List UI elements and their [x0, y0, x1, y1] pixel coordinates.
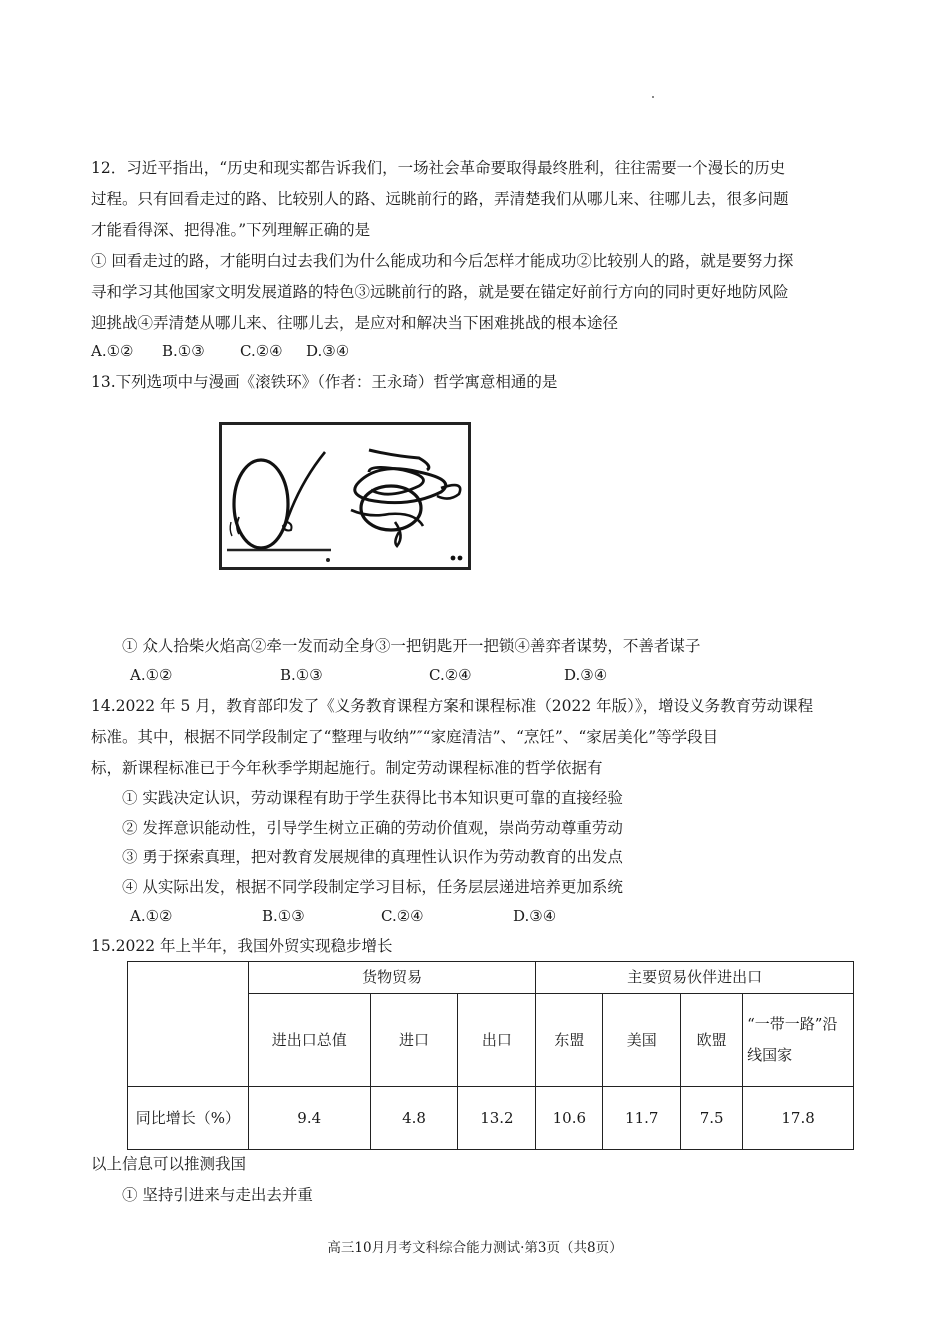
column-header: 东盟 [536, 994, 603, 1087]
table-cell: 9.4 [248, 1087, 370, 1150]
q12-option-a: A.①② [91, 342, 134, 360]
q12-option-b: B.①③ [162, 342, 205, 360]
q13-option-c: C.②④ [429, 666, 472, 684]
q14-statement-4: ④ 从实际出发，根据不同学段制定学习目标，任务层层递进培养更加系统 [122, 878, 623, 896]
q12-line-1: 12．习近平指出，“历史和现实都告诉我们，一场社会革命要取得最终胜利，往往需要一个漫长的历史 [91, 159, 786, 177]
q12-line-4: ① 回看走过的路，才能明白过去我们为什么能成功和今后怎样才能成功②比较别人的路，就是要努力探 [91, 252, 794, 270]
q13-option-a: A.①② [130, 666, 173, 684]
table-cell: 10.6 [536, 1087, 603, 1150]
q12-option-d: D.③④ [306, 342, 350, 360]
q14-option-c: C.②④ [381, 907, 424, 925]
q14-statement-3: ③ 勇于探索真理，把对教育发展规律的真理性认识作为劳动教育的出发点 [122, 848, 623, 866]
group-header-goods: 货物贸易 [248, 962, 536, 994]
trade-table [127, 961, 854, 1150]
q13-stem: 13.下列选项中与漫画《滚铁环》（作者：王永琦）哲学寓意相通的是 [91, 373, 558, 391]
q14-option-d: D.③④ [513, 907, 557, 925]
column-header: “一带一路”沿线国家 [743, 994, 854, 1087]
table-cell: 7.5 [681, 1087, 743, 1150]
q14-statement-2: ② 发挥意识能动性，引导学生树立正确的劳动价值观，崇尚劳动尊重劳动 [122, 819, 623, 837]
row-label: 同比增长（%） [128, 1087, 249, 1150]
column-header: 欧盟 [681, 994, 743, 1087]
table-cell: 4.8 [370, 1087, 458, 1150]
q13-option-b: B.①③ [280, 666, 323, 684]
column-header: 出口 [458, 994, 536, 1087]
table-cell: 11.7 [603, 1087, 681, 1150]
q12-line-2: 过程。只有回看走过的路、比较别人的路、远眺前行的路，弄清楚我们从哪儿来、往哪儿去，很多问题 [91, 190, 789, 208]
q15-stem: 15.2022 年上半年，我国外贸实现稳步增长 [91, 937, 393, 955]
ground-dot [451, 556, 456, 561]
q12-line-3: 才能看得深、把得准。”下列理解正确的是 [91, 221, 371, 239]
column-header: 进出口总值 [248, 994, 370, 1087]
q15-after-text: 以上信息可以推测我国 [91, 1155, 247, 1173]
column-header: 进口 [370, 994, 458, 1087]
q12-line-6: 迎挑战④弄清楚从哪儿来、往哪儿去，是应对和解决当下困难挑战的根本途径 [91, 314, 619, 332]
q14-line-2: 标准。其中，根据不同学段制定了“整理与收纳”″“家庭清洁”、“烹饪”、“家居美化”等学段目 [91, 728, 719, 746]
table-corner-cell [128, 962, 249, 1087]
q14-line-3: 标，新课程标准已于今年秋季学期起施行。制定劳动课程标准的哲学依据有 [91, 759, 603, 777]
q13-option-d: D.③④ [564, 666, 608, 684]
q12-line-5: 寻和学习其他国家文明发展道路的特色③远眺前行的路，就是要在锚定好前行方向的同时更好地防风险 [91, 283, 789, 301]
page-footer: 高三10月月考文科综合能力测试·第3页（共8页） [327, 1240, 623, 1256]
scan-speck [652, 96, 654, 98]
q13-statements: ① 众人拾柴火焰高②牵一发而动全身③一把钥匙开一把锁④善弈者谋势，不善者谋子 [122, 637, 701, 655]
ground-dot [326, 558, 330, 562]
table-cell: 13.2 [458, 1087, 536, 1150]
q14-option-b: B.①③ [262, 907, 305, 925]
column-header: 美国 [603, 994, 681, 1087]
ground-dot [458, 556, 463, 561]
q14-line-1: 14.2022 年 5 月，教育部印发了《义务教育课程方案和课程标准（2022 年版）》，增设义务教育劳动课程 [91, 697, 814, 715]
q15-statement-1: ① 坚持引进来与走出去并重 [122, 1186, 313, 1204]
rolling-hoop-cartoon [219, 422, 471, 570]
q14-option-a: A.①② [130, 907, 173, 925]
table-cell: 17.8 [743, 1087, 854, 1150]
q14-statement-1: ① 实践决定认识，劳动课程有助于学生获得比书本知识更可靠的直接经验 [122, 789, 623, 807]
q12-option-c: C.②④ [240, 342, 283, 360]
group-header-partners: 主要贸易伙伴进出口 [536, 962, 854, 994]
